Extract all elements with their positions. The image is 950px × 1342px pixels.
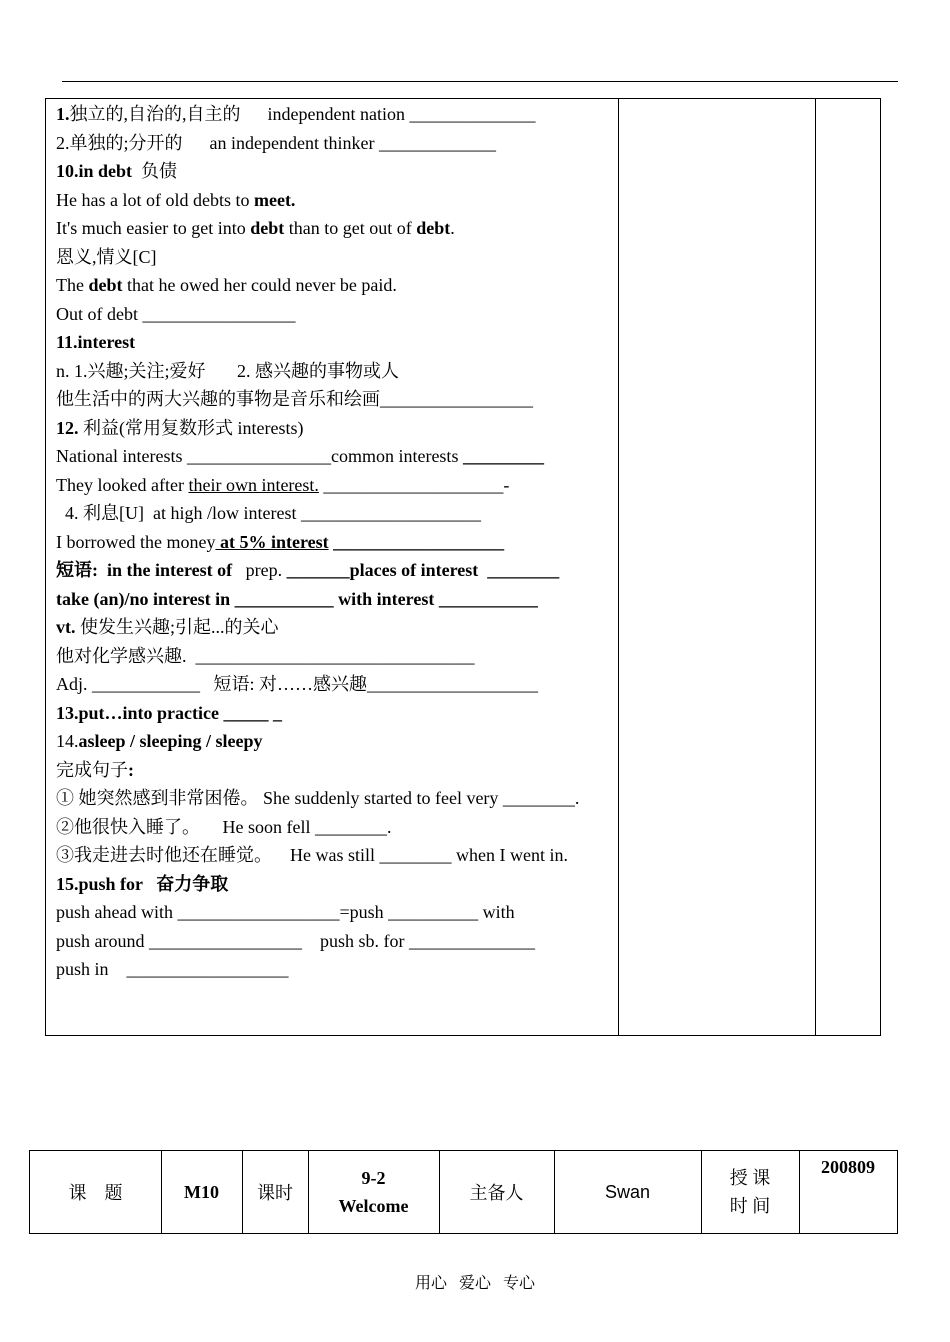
text-line — [56, 528, 616, 557]
text-segment: meet. — [253, 189, 296, 210]
text-segment: 完成句子 — [56, 759, 128, 780]
text-line — [56, 642, 616, 671]
period-label: 课时 — [257, 1183, 293, 1203]
text-segment: 短语: in the interest of — [56, 560, 233, 580]
notes-table — [45, 98, 881, 1036]
text-segment: debt — [250, 218, 285, 238]
preparer-value: Swan — [604, 1181, 651, 1202]
text-segment: prep. — [232, 560, 287, 580]
text-segment: 使发生兴趣;引起...的关心 — [75, 617, 279, 637]
text-line — [56, 414, 616, 443]
text-line — [56, 186, 616, 215]
text-line — [56, 927, 616, 956]
text-segment: _________ — [462, 446, 544, 466]
text-segment: push around _________________ push sb. for ______________ — [56, 930, 535, 951]
text-segment: 11.interest — [56, 332, 136, 352]
text-segment: asleep / sleeping / sleepy — [78, 731, 263, 751]
time-label: 授 课 时 间 — [729, 1168, 771, 1216]
text-segment: 1. — [56, 104, 70, 124]
text-segment: take (an)/no interest in ___________ with interest ___________ — [56, 588, 538, 609]
text-segment: ___________________ — [333, 531, 505, 552]
text-segment: at 5% interest — [215, 531, 329, 552]
text-line — [56, 613, 616, 642]
text-line — [56, 870, 616, 899]
column-divider — [618, 99, 619, 1035]
text-segment: n. 1.兴趣;关注;爱好 2. 感兴趣的事物或人 — [56, 360, 400, 381]
text-segment: ③我走进去时他还在睡觉。 He was still ________ when I went in. — [56, 845, 568, 865]
text-segment: They looked after — [56, 474, 189, 495]
text-segment: . — [450, 218, 455, 238]
text-segment: push in __________________ — [56, 959, 289, 979]
text-line — [56, 300, 616, 329]
text-line — [56, 955, 616, 984]
text-segment: debt — [416, 218, 451, 238]
page-footer: 用心 爱心 专心 — [414, 1275, 535, 1292]
topic-label: 课 题 — [68, 1183, 123, 1203]
text-segment: ____________________- — [318, 474, 510, 495]
lesson-info-table — [29, 1150, 898, 1234]
text-line — [56, 499, 616, 528]
text-line — [56, 328, 616, 357]
text-line — [56, 129, 616, 158]
text-line — [56, 784, 616, 813]
notes-content — [56, 100, 616, 984]
text-segment: than to get out of — [284, 218, 417, 238]
text-segment: 15.push for 奋力争取 — [56, 873, 229, 894]
text-segment: 13.put…into practice _____ _ — [56, 702, 282, 723]
text-line — [56, 442, 616, 471]
text-segment: The — [56, 275, 89, 295]
text-segment: I borrowed the money — [56, 531, 216, 552]
text-segment: 负债 — [132, 161, 178, 181]
text-line — [56, 385, 616, 414]
text-segment: that he owed her could never be paid. — [122, 275, 397, 295]
text-segment: debt — [88, 275, 123, 295]
text-line — [56, 756, 616, 785]
text-line — [56, 243, 616, 272]
text-segment: 10.in debt — [56, 161, 133, 181]
text-segment: Out of debt _________________ — [56, 303, 296, 324]
module-value: M10 — [184, 1181, 219, 1202]
text-segment: He has a lot of old debts to — [56, 189, 254, 210]
text-segment: 14. — [56, 731, 79, 751]
text-segment: ① 她突然感到非常困倦。 She suddenly started to feel very ________. — [56, 788, 580, 808]
text-segment: 独立的,自治的,自主的 independent nation ______________ — [69, 104, 536, 124]
text-segment: their own interest. — [188, 474, 319, 495]
text-line — [56, 898, 616, 927]
text-segment: 2.单独的;分开的 an independent thinker _____________ — [56, 132, 496, 153]
text-segment: vt. — [56, 617, 76, 637]
text-line — [56, 214, 616, 243]
text-segment: 4. 利息[U] at high /low interest ____________________ — [56, 503, 481, 523]
text-segment: 利益(常用复数形式 interests) — [78, 417, 304, 438]
text-segment: _______places of interest ________ — [286, 560, 560, 580]
text-line — [56, 670, 616, 699]
text-line — [56, 271, 616, 300]
text-segment: It's much easier to get into — [56, 218, 251, 238]
text-segment: National interests ________________common interests — [56, 446, 463, 466]
text-line — [56, 357, 616, 386]
text-line — [56, 556, 616, 585]
text-line — [56, 727, 616, 756]
text-segment: 12. — [56, 417, 79, 438]
text-line — [56, 813, 616, 842]
text-line — [56, 471, 616, 500]
date-value: 200809 — [821, 1157, 875, 1177]
text-line — [56, 841, 616, 870]
text-segment: push ahead with __________________=push __________ with — [56, 902, 515, 922]
header-rule — [62, 81, 898, 82]
preparer-label: 主备人 — [469, 1183, 524, 1203]
text-segment: 他生活中的两大兴趣的事物是音乐和绘画_________________ — [56, 389, 533, 409]
text-segment: Adj. ____________ 短语: 对……感兴趣___________________ — [56, 674, 539, 694]
text-segment: 他对化学感兴趣. _______________________________ — [56, 645, 475, 666]
text-segment: ②他很快入睡了。 He soon fell ________. — [56, 816, 392, 837]
text-segment: 恩义,情义[C] — [56, 246, 157, 267]
text-line — [56, 699, 616, 728]
text-line — [56, 100, 616, 129]
text-line — [56, 585, 616, 614]
lesson-value: 9-2 Welcome — [338, 1168, 409, 1216]
text-segment: : — [128, 759, 134, 780]
text-line — [56, 157, 616, 186]
column-divider — [815, 99, 816, 1035]
